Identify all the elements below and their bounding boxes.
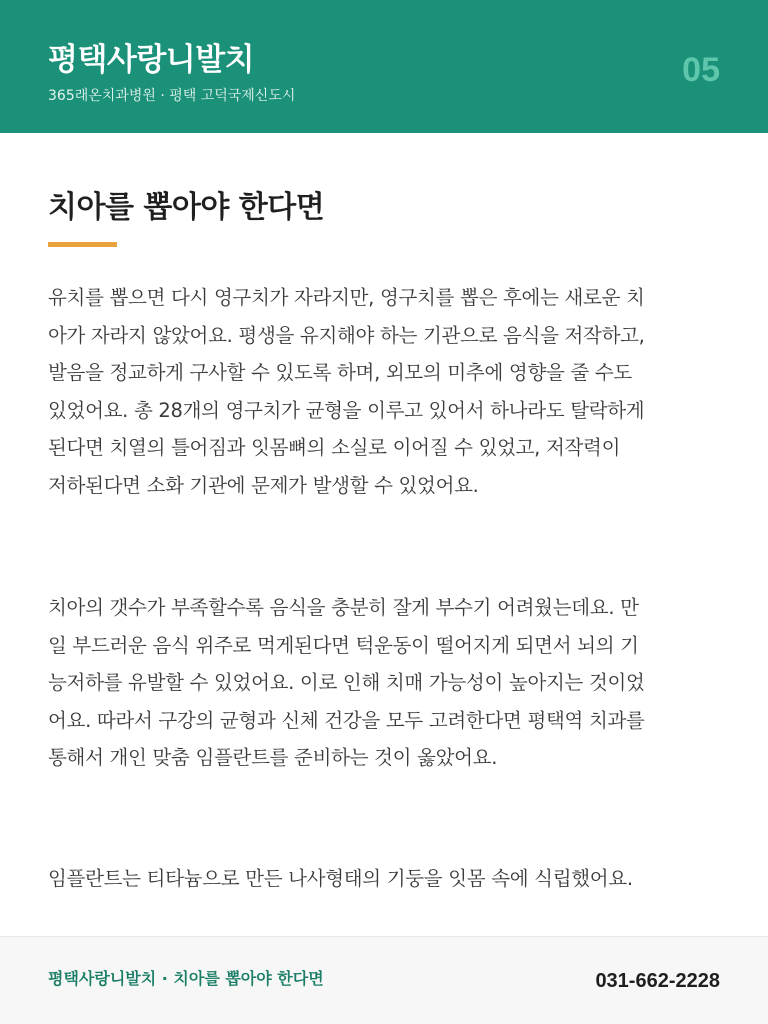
paragraph-2 — [48, 589, 720, 777]
paragraph-line: 유치를 뽑으면 다시 영구치가 자라지만, 영구치를 뽑은 후에는 새로운 치 — [48, 286, 645, 309]
phone-number[interactable]: 031-662-2228 — [595, 970, 720, 992]
paragraph-line: 통해서 개인 맞춤 임플란트를 준비하는 것이 옳았어요. — [48, 746, 498, 769]
paragraph-line: 능저하를 유발할 수 있었어요. 이로 인해 치매 가능성이 높아지는 것이었 — [48, 671, 645, 694]
footer-label: 평택사랑니발치 · 치아를 뽑아야 한다면 — [48, 969, 324, 988]
paragraph-line: 어요. 따라서 구강의 균형과 신체 건강을 모두 고려한다면 평택역 치과를 — [48, 708, 645, 732]
paragraph-line: 치아의 갯수가 부족할수록 음식을 충분히 잘게 부수기 어려웠는데요. 만 — [48, 596, 639, 619]
title-underline — [48, 242, 117, 247]
paragraph-line: 저하된다면 소화 기관에 문제가 발생할 수 있었어요. — [48, 473, 479, 497]
paragraph-line: 있었어요. 총 28개의 영구치가 균형을 이루고 있어서 하나라도 탈락하게 — [48, 398, 645, 422]
page-number: 05 — [682, 51, 720, 89]
paragraph-line: 아가 자라지 않았어요. 평생을 유지해야 하는 기관으로 음식을 저작하고, — [48, 323, 645, 347]
header-banner — [0, 0, 768, 133]
paragraph-line: 임플란트는 티타늄으로 만든 나사형태의 기둥을 잇몸 속에 식립했어요. — [48, 867, 633, 890]
paragraph-line: 발음을 정교하게 구사할 수 있도록 하며, 외모의 미추에 영향을 줄 수도 — [48, 361, 632, 384]
header-subtitle: 365래온치과병원 · 평택 고덕국제신도시 — [48, 88, 296, 104]
footer — [0, 936, 768, 1024]
header-title: 평택사랑니발치 — [48, 42, 255, 78]
article-title: 치아를 뽑아야 한다면 — [48, 190, 325, 225]
paragraph-3 — [48, 860, 720, 898]
paragraph-1 — [48, 279, 720, 504]
paragraph-line: 일 부드러운 음식 위주로 먹게된다면 턱운동이 떨어지게 되면서 뇌의 기 — [48, 633, 639, 657]
paragraph-line: 된다면 치열의 틀어짐과 잇몸뼈의 소실로 이어질 수 있었고, 저작력이 — [48, 436, 621, 459]
